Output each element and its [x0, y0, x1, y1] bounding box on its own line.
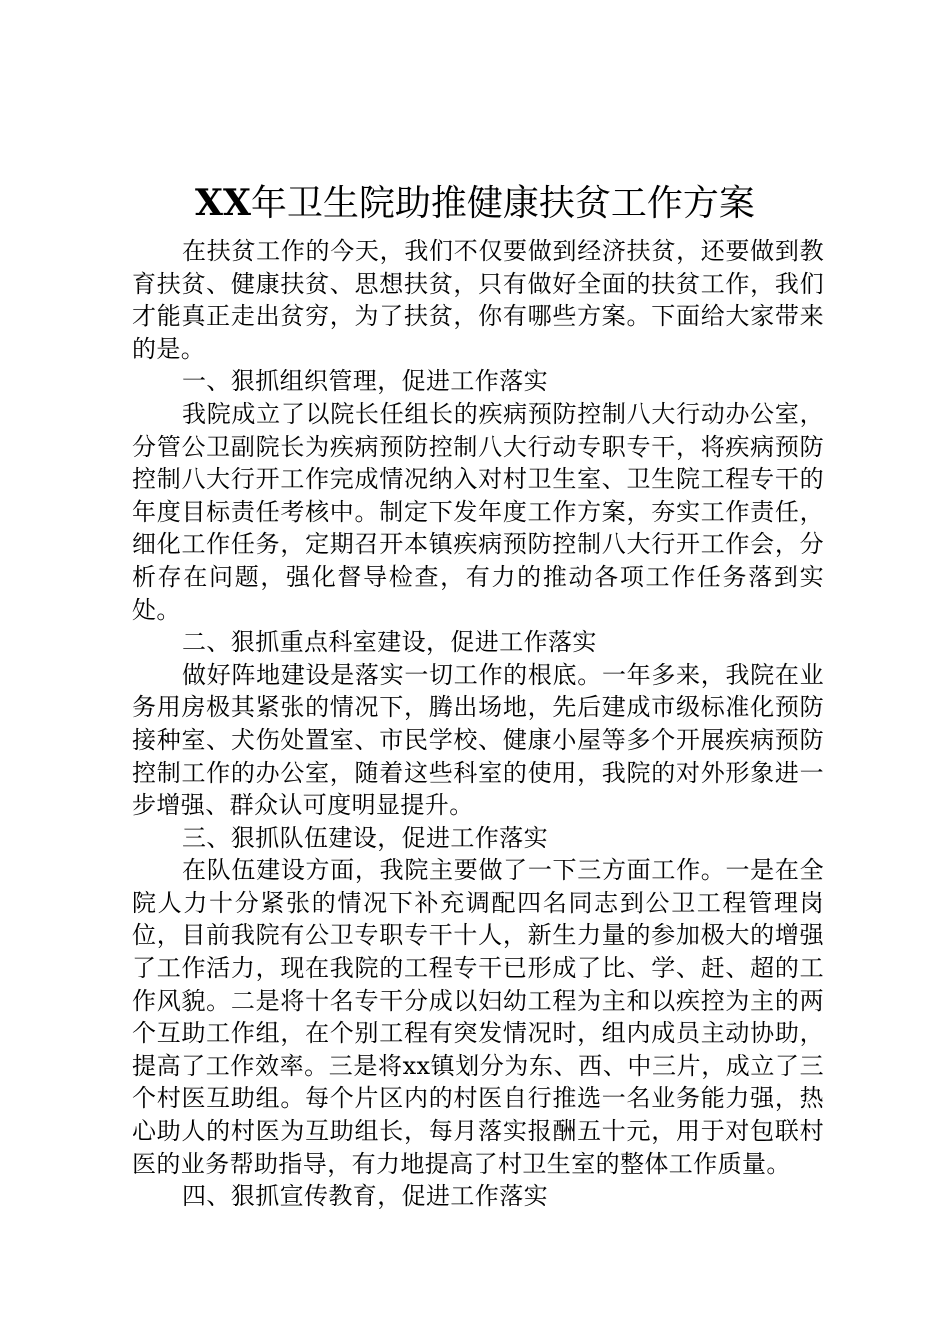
section-2-paragraph: 做好阵地建设是落实一切工作的根底。一年多来，我院在业务用房极其紧张的情况下，腾出场地，先后建成市级标准化预防接种室、犬伤处置室、市民学校、健康小屋等多个开展疾病预防控制工作的办公室，随着这些科室的使用，我院的对外形象进一步增强、群众认可度明显提升。: [132, 660, 824, 820]
document-title-prefix: XX: [195, 182, 251, 224]
section-heading-3: 三、狠抓队伍建设，促进工作落实: [182, 823, 548, 852]
section-heading-2: 二、狠抓重点科室建设，促进工作落实: [182, 628, 597, 657]
intro-paragraph: 在扶贫工作的今天，我们不仅要做到经济扶贫，还要做到教育扶贫、健康扶贫、思想扶贫，只有做好全面的扶贫工作，我们才能真正走出贫穷，为了扶贫，你有哪些方案。下面给大家带来的是。: [132, 237, 824, 363]
section-3-paragraph: 在队伍建设方面，我院主要做了一下三方面工作。一是在全院人力十分紧张的情况下补充调配四名同志到公卫工程管理岗位，目前我院有公卫专职专干十人，新生力量的参加极大的增强了工作活力，现在我院的工程专干已形成了比、学、赶、超的工作风貌。二是将十名专干分成以妇幼工程为主和以疾控为主的两个互助工作组，在个别工程有突发情况时，组内成员主动协助，提高了工作效率。三是将xx镇划分为东、西、中三片，成立了三个村医互助组。每个片区内的村医自行推选一名业务能力强，热心助人的村医为互助组长，每月落实报酬五十元，用于对包联村医的业务帮助指导，有力地提高了村卫生室的整体工作质量。: [132, 856, 824, 1178]
section-heading-1: 一、狠抓组织管理，促进工作落实: [182, 367, 548, 396]
document-title-text: 年卫生院助推健康扶贫工作方案: [250, 183, 755, 224]
document-body: [132, 235, 824, 1213]
section-heading-4: 四、狠抓宣传教育，促进工作落实: [182, 1182, 548, 1211]
section-1-paragraph: 我院成立了以院长任组长的疾病预防控制八大行动办公室，分管公卫副院长为疾病预防控制八大行动专职专干，将疾病预防控制八大行开工作完成情况纳入对村卫生室、卫生院工程专干的年度目标责任考核中。制定下发年度工作方案，夯实工作责任，细化工作任务，定期召开本镇疾病预防控制八大行开工作会，分析存在问题，强化督导检查，有力的推动各项工作任务落到实处。: [132, 399, 824, 624]
document-title: [0, 178, 950, 229]
